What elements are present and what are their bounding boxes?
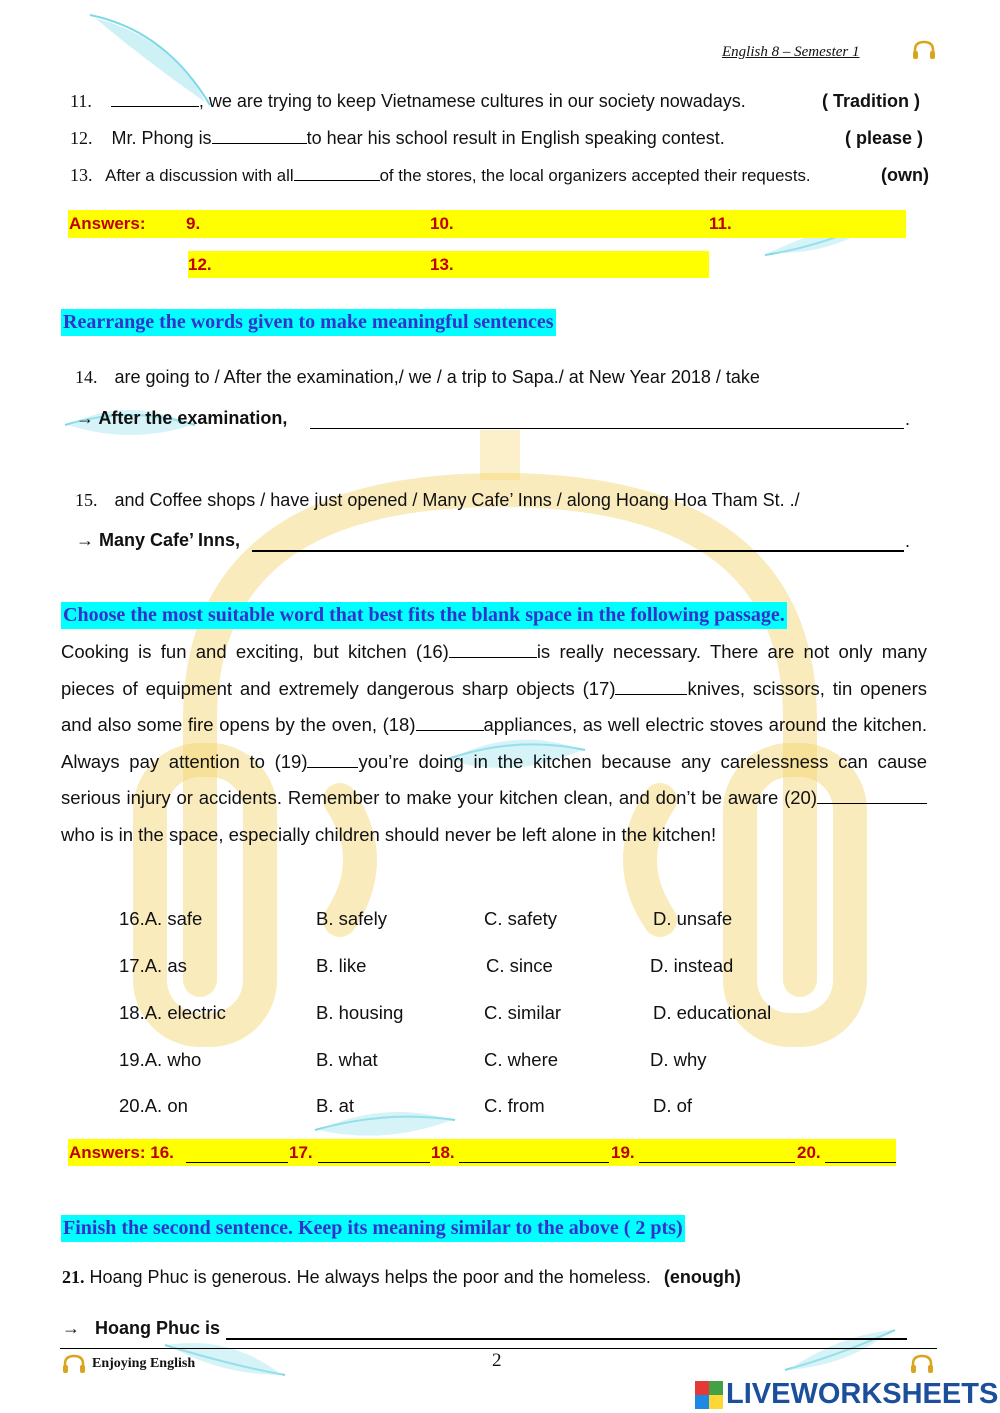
section-title-finish: Finish the second sentence. Keep its meaning similar to the above ( 2 pts) [61,1215,685,1242]
answer-line-17[interactable] [318,1162,430,1163]
question-12: 12. Mr. Phong is to hear his school result in English speaking contest. [70,128,725,148]
answer-line-19[interactable] [639,1162,795,1163]
answers-label-16: Answers: 16. [69,1143,174,1162]
answer-line-14[interactable] [310,428,904,429]
answer-start-14: → After the examination, [76,408,288,428]
blank-16[interactable] [449,643,537,658]
blank-19[interactable] [307,753,358,768]
question-21: 21. Hoang Phuc is generous. He always helps the poor and the homeless. (enough) [62,1267,741,1287]
option-17d[interactable]: D. instead [650,955,734,976]
answer-blank[interactable] [294,166,380,181]
headphones-icon [912,40,936,60]
period: . [905,409,911,429]
option-18b[interactable]: B. housing [316,1002,404,1023]
page-number: 2 [492,1350,502,1371]
option-19b[interactable]: B. what [316,1049,378,1070]
headphones-icon [910,1354,934,1374]
answer-line-21[interactable] [226,1338,907,1340]
headphones-icon [62,1354,86,1374]
answer-line-15[interactable] [252,550,904,552]
blank-17[interactable] [615,680,687,695]
hint-own: (own) [881,165,929,185]
question-13: 13. After a discussion with all of the stores, the local organizers accepted their requests. [70,165,811,185]
answer-11[interactable]: 11. [709,214,732,233]
answers-label: Answers: [69,214,146,233]
option-19a[interactable]: 19.A. who [119,1049,202,1070]
question-11: 11. , we are trying to keep Vietnamese cultures in our society nowadays. [70,91,746,111]
question-14: 14. are going to / After the examination,/ we / a trip to Sapa./ at New Year 2018 / take [75,367,760,387]
section-title-rearrange: Rearrange the words given to make meaningful sentences [61,309,556,336]
option-16b[interactable]: B. safely [316,908,387,929]
answer-line-18[interactable] [459,1162,609,1163]
option-18a[interactable]: 18.A. electric [119,1002,226,1023]
answer-9[interactable]: 9. [186,214,201,233]
hint-tradition: ( Tradition ) [822,91,920,111]
answer-line-16[interactable] [186,1162,288,1163]
option-16a[interactable]: 16.A. safe [119,908,203,929]
option-16c[interactable]: C. safety [484,908,557,929]
answer-10[interactable]: 10. [430,214,454,233]
footer-divider [60,1348,937,1349]
option-19c[interactable]: C. where [484,1049,559,1070]
answer-blank[interactable] [111,92,199,107]
option-20c[interactable]: C. from [484,1095,545,1116]
answer-18: 18. [431,1143,455,1162]
blank-18[interactable] [416,716,484,731]
option-17c[interactable]: C. since [486,955,553,976]
option-20b[interactable]: B. at [316,1095,355,1116]
option-20d[interactable]: D. of [653,1095,693,1116]
answer-13[interactable]: 13. [430,255,454,274]
hint-please: ( please ) [845,128,924,148]
answer-12[interactable]: 12. [188,255,212,274]
brand-name[interactable]: LIVEWORKSHEETS [726,1378,999,1410]
period: . [905,531,911,551]
answer-17: 17. [289,1143,313,1162]
option-18d[interactable]: D. educational [653,1002,772,1023]
option-16d[interactable]: D. unsafe [653,908,733,929]
answer-start-15: → Many Cafe’ Inns, [76,530,241,550]
option-19d[interactable]: D. why [650,1049,707,1070]
answer-start-21: → Hoang Phuc is [62,1318,221,1338]
blank-20[interactable] [817,789,927,804]
option-17a[interactable]: 17.A. as [119,955,187,976]
passage-text: Cooking is fun and exciting, but kitchen (16) is really necessary. There are not only many pieces of equipment and extremely dangerous sharp objects (17) knives, scissors, tin openers and also some fire opens by the oven, (18) appliances, as well electric stoves around the kitchen. Always pay attention to (19) you’re doing in the kitchen because any carelessness can cause serious injury or accidents. Remember to make your kitchen clean, and don’t be aware (20)who is in the space, especially children should never be left alone in the kitchen! [61,641,927,845]
answer-20: 20. [797,1143,821,1162]
answer-19: 19. [611,1143,635,1162]
question-15: 15. and Coffee shops / have just opened / Many Cafe’ Inns / along Hoang Hoa Tham St. ./ [75,490,800,510]
option-17b[interactable]: B. like [316,955,367,976]
feather-decoration-icon [780,1325,900,1375]
footer-left-text: Enjoying English [92,1356,196,1371]
answer-line-20[interactable] [825,1162,896,1163]
section-title-passage: Choose the most suitable word that best fits the blank space in the following passage. [61,602,787,629]
liveworksheets-logo-icon [695,1381,723,1409]
option-20a[interactable]: 20.A. on [119,1095,188,1116]
answer-blank[interactable] [212,129,307,144]
option-18c[interactable]: C. similar [484,1002,562,1023]
page-header-title: English 8 – Semester 1 [722,44,860,60]
